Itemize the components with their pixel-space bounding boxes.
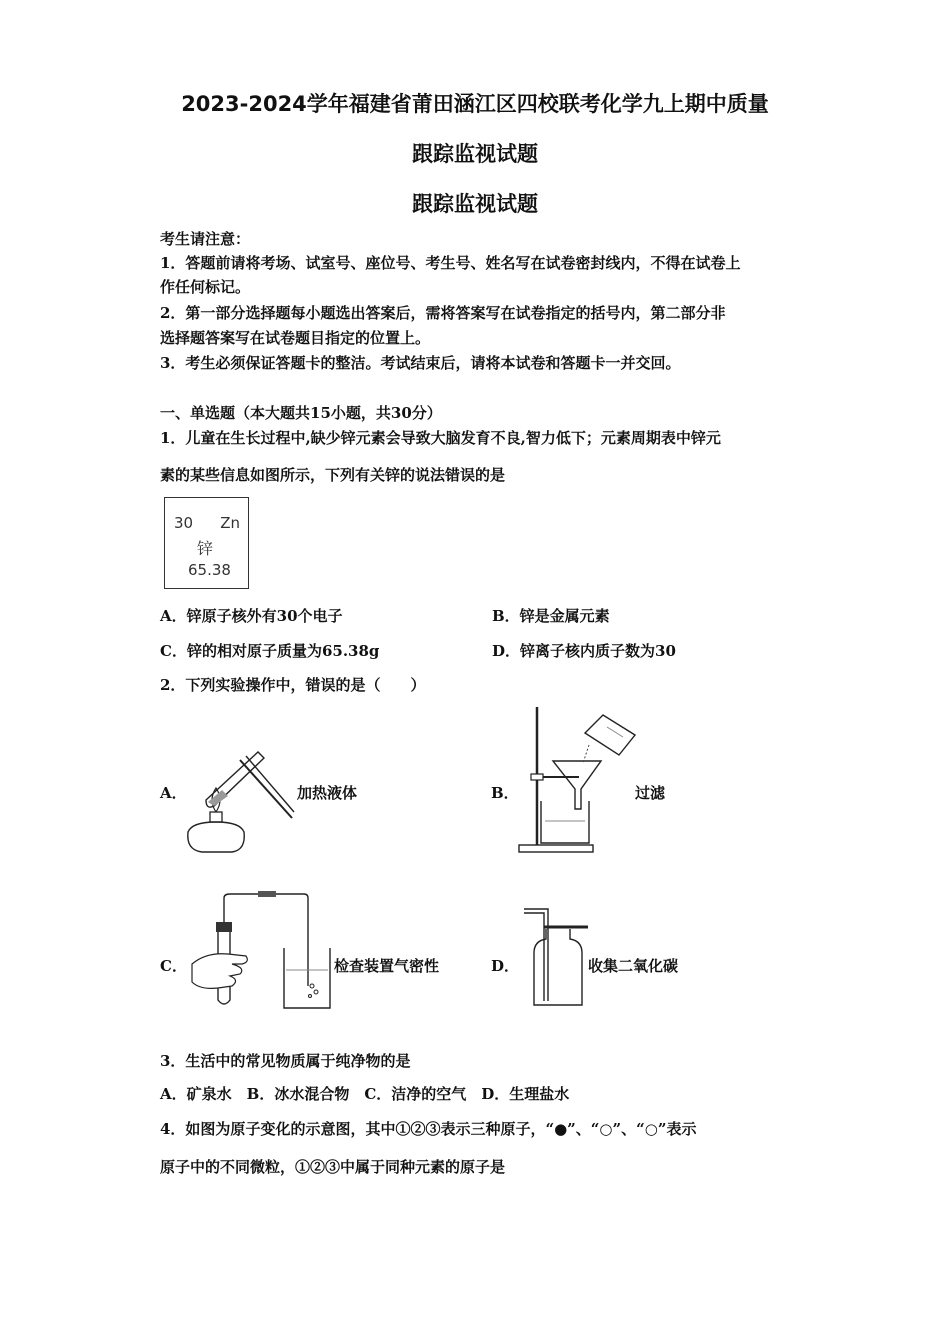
element-name: 锌 (197, 539, 214, 558)
q2-option-a-label: 加热液体 (297, 784, 358, 802)
q2-option-a-letter[interactable]: A． (160, 784, 187, 802)
question-1-stem: 1．儿童在生长过程中,缺少锌元素会导致大脑发育不良,智力低下；元素周期表中锌元 (160, 429, 721, 447)
question-3-stem: 3．生活中的常见物质属于纯净物的是 (160, 1052, 411, 1070)
section-heading: 一、单选题（本大题共15小题，共30分） (160, 404, 442, 422)
q2-option-b-label: 过滤 (635, 784, 666, 802)
q2-option-d-label: 收集二氧化碳 (588, 957, 679, 975)
q2-option-b-letter[interactable]: B． (491, 784, 519, 802)
question-4-stem: 4．如图为原子变化的示意图，其中①②③表示三种原子，“●”、“○”、“○”表示 (160, 1120, 697, 1138)
question-4-stem-cont: 原子中的不同微粒，①②③中属于同种元素的原子是 (160, 1158, 506, 1176)
page-subtitle-repeat: 跟踪监视试题 (412, 192, 538, 216)
page-subtitle: 跟踪监视试题 (412, 142, 538, 166)
q1-option-d[interactable]: D．锌离子核内质子数为30 (492, 642, 676, 660)
atomic-mass: 65.38 (188, 561, 231, 579)
notice-heading: 考生请注意： (160, 230, 251, 248)
filtration-illustration (515, 705, 640, 855)
notice-item-1-cont: 作任何标记。 (160, 278, 251, 296)
q1-option-b[interactable]: B．锌是金属元素 (492, 607, 610, 625)
notice-item-1: 1．答题前请将考场、试室号、座位号、考生号、姓名写在试卷密封线内，不得在试卷上 (160, 254, 741, 272)
q3-options[interactable]: A．矿泉水 B．冰水混合物 C．洁净的空气 D．生理盐水 (160, 1085, 570, 1103)
heating-liquid-illustration (180, 740, 300, 855)
notice-item-2: 2．第一部分选择题每小题选出答案后，需将答案写在试卷指定的括号内，第二部分非 (160, 304, 726, 322)
zinc-element-card (164, 497, 249, 589)
page-title: 2023-2024学年福建省莆田涵江区四校联考化学九上期中质量 (181, 92, 769, 116)
airtightness-check-illustration (188, 890, 338, 1015)
element-symbol: Zn (220, 514, 240, 532)
question-1-stem-cont: 素的某些信息如图所示，下列有关锌的说法错误的是 (160, 466, 506, 484)
q2-option-c-label: 检查装置气密性 (334, 957, 440, 975)
question-2-stem: 2．下列实验操作中，错误的是（ ） (160, 676, 426, 694)
atomic-number: 30 (174, 514, 194, 532)
q1-option-a[interactable]: A．锌原子核外有30个电子 (160, 607, 343, 625)
q2-option-d-letter[interactable]: D． (491, 957, 520, 975)
q1-option-c[interactable]: C．锌的相对原子质量为65.38g (160, 642, 380, 660)
q2-option-c-letter[interactable]: C． (160, 957, 187, 975)
notice-item-3: 3．考生必须保证答题卡的整洁。考试结束后，请将本试卷和答题卡一并交回。 (160, 354, 681, 372)
notice-item-2-cont: 选择题答案写在试卷题目指定的位置上。 (160, 329, 431, 347)
collect-co2-illustration (520, 905, 590, 1010)
